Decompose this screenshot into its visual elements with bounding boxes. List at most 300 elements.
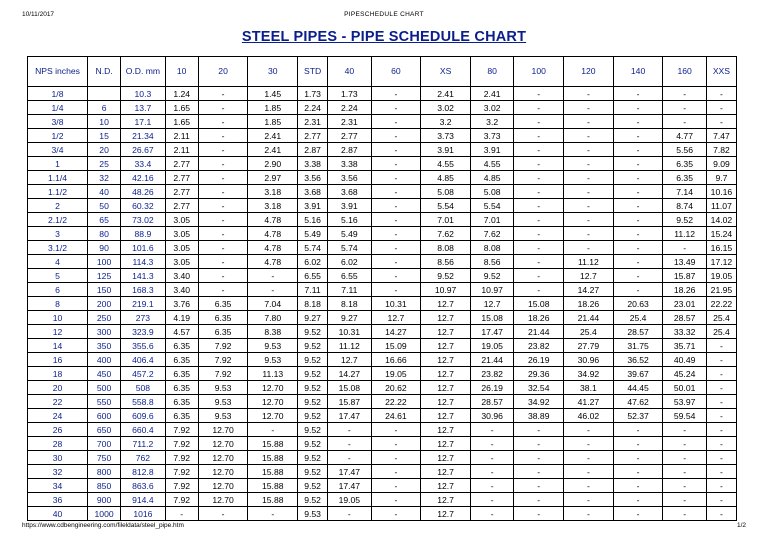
table-cell: - — [328, 451, 371, 465]
table-cell: 5 — [28, 269, 88, 283]
table-cell: 22 — [28, 395, 88, 409]
table-row — [28, 129, 737, 143]
table-cell: 9.52 — [470, 269, 513, 283]
table-cell: 15.08 — [328, 381, 371, 395]
table-cell: - — [564, 129, 614, 143]
table-cell: 38.89 — [514, 409, 564, 423]
table-cell: 7.01 — [470, 213, 513, 227]
table-cell: 4 — [28, 255, 88, 269]
table-cell: 3.38 — [328, 157, 371, 171]
table-cell: 42.16 — [121, 171, 166, 185]
table-cell: 73.02 — [121, 213, 166, 227]
table-cell: 12.7 — [421, 409, 471, 423]
table-cell: - — [514, 185, 564, 199]
table-cell: 7.92 — [165, 423, 198, 437]
table-cell: - — [371, 465, 421, 479]
table-cell: 3.91 — [421, 143, 471, 157]
table-row — [28, 353, 737, 367]
table-cell: 2.77 — [165, 185, 198, 199]
table-cell: 12.7 — [421, 325, 471, 339]
table-cell: 13.49 — [663, 255, 706, 269]
header-od: O.D. mm — [121, 57, 166, 87]
table-row — [28, 437, 737, 451]
table-cell: 88.9 — [121, 227, 166, 241]
table-cell: 4.78 — [248, 213, 298, 227]
table-cell: 273 — [121, 311, 166, 325]
table-cell: 12.7 — [421, 297, 471, 311]
table-cell: - — [371, 437, 421, 451]
table-cell: 2.87 — [298, 143, 328, 157]
table-cell: 7.92 — [198, 367, 248, 381]
table-cell: 6.35 — [165, 339, 198, 353]
print-date: 10/11/2017 — [22, 11, 55, 18]
table-cell: 22.22 — [371, 395, 421, 409]
table-cell: 7.92 — [165, 479, 198, 493]
table-cell: - — [564, 451, 614, 465]
table-cell: 12.7 — [421, 493, 471, 507]
table-cell: 4.55 — [421, 157, 471, 171]
table-row — [28, 395, 737, 409]
table-cell: 3.91 — [470, 143, 513, 157]
table-cell: 508 — [121, 381, 166, 395]
table-cell: 21.34 — [121, 129, 166, 143]
table-cell: - — [564, 157, 614, 171]
table-cell: 711.2 — [121, 437, 166, 451]
table-cell: 25.4 — [706, 325, 736, 339]
table-cell: 32 — [88, 171, 121, 185]
table-cell: 11.12 — [663, 227, 706, 241]
table-cell: 10.31 — [328, 325, 371, 339]
table-cell: 60.32 — [121, 199, 166, 213]
table-cell: 2.77 — [298, 129, 328, 143]
table-cell: - — [564, 115, 614, 129]
table-cell: 4.19 — [165, 311, 198, 325]
table-cell: 7.82 — [706, 143, 736, 157]
table-cell: - — [706, 507, 736, 521]
table-cell: 6.02 — [298, 255, 328, 269]
table-cell: 4.78 — [248, 255, 298, 269]
table-cell: 34 — [28, 479, 88, 493]
table-cell: 50.01 — [663, 381, 706, 395]
table-cell: 19.05 — [470, 339, 513, 353]
table-cell: 5.49 — [328, 227, 371, 241]
footer-url: https://www.cdbengineering.com/fileldata/steel_pipe.htm — [22, 522, 184, 529]
table-cell: 3.73 — [421, 129, 471, 143]
table-cell: - — [198, 227, 248, 241]
table-cell: - — [371, 423, 421, 437]
table-cell: 1 — [28, 157, 88, 171]
table-cell: 12.70 — [198, 493, 248, 507]
table-cell: 12.7 — [421, 381, 471, 395]
table-cell: 9.52 — [298, 423, 328, 437]
header-nps: NPS inches — [28, 57, 88, 87]
table-cell: - — [706, 367, 736, 381]
table-cell: 21.44 — [564, 311, 614, 325]
table-row — [28, 101, 737, 115]
table-cell: 15.88 — [248, 465, 298, 479]
table-cell: 9.53 — [198, 381, 248, 395]
table-cell: 28.57 — [613, 325, 663, 339]
table-cell: 2.41 — [248, 143, 298, 157]
table-cell: 12.7 — [470, 297, 513, 311]
table-cell: 12.70 — [248, 381, 298, 395]
table-cell: 168.3 — [121, 283, 166, 297]
table-row — [28, 297, 737, 311]
table-cell: - — [613, 283, 663, 297]
table-cell: - — [198, 507, 248, 521]
table-cell: 25.4 — [613, 311, 663, 325]
table-cell: - — [706, 493, 736, 507]
table-cell: 9.52 — [298, 465, 328, 479]
table-cell: 17.1 — [121, 115, 166, 129]
table-cell: 8.38 — [248, 325, 298, 339]
table-cell: 14.27 — [371, 325, 421, 339]
table-cell: - — [613, 185, 663, 199]
table-cell: - — [706, 395, 736, 409]
table-cell: 3.56 — [328, 171, 371, 185]
table-cell — [88, 87, 121, 101]
table-cell: 26.19 — [470, 381, 513, 395]
table-cell: 5.54 — [421, 199, 471, 213]
table-cell: - — [514, 255, 564, 269]
table-cell: 1016 — [121, 507, 166, 521]
table-cell: 558.8 — [121, 395, 166, 409]
table-cell: 7.11 — [298, 283, 328, 297]
table-cell: 350 — [88, 339, 121, 353]
table-cell: - — [371, 87, 421, 101]
table-cell: 35.71 — [663, 339, 706, 353]
table-cell: - — [613, 255, 663, 269]
table-row — [28, 381, 737, 395]
table-cell: 15.24 — [706, 227, 736, 241]
table-cell: 15.88 — [248, 451, 298, 465]
table-cell: - — [514, 283, 564, 297]
table-cell: 12.7 — [328, 353, 371, 367]
table-cell: - — [706, 381, 736, 395]
table-cell: 3.02 — [470, 101, 513, 115]
table-cell: - — [248, 283, 298, 297]
table-cell: 12.7 — [421, 507, 471, 521]
table-cell: 15.88 — [248, 479, 298, 493]
table-cell: - — [371, 227, 421, 241]
table-cell: - — [514, 465, 564, 479]
table-cell: 3/8 — [28, 115, 88, 129]
table-cell: 1.45 — [248, 87, 298, 101]
table-cell: 12.7 — [421, 465, 471, 479]
table-row — [28, 143, 737, 157]
table-cell: 3.05 — [165, 241, 198, 255]
table-cell: - — [613, 129, 663, 143]
table-row — [28, 87, 737, 101]
table-cell: 550 — [88, 395, 121, 409]
table-cell: 1.1/4 — [28, 171, 88, 185]
table-cell: 47.62 — [613, 395, 663, 409]
header-sch-40: 40 — [328, 57, 371, 87]
table-cell: 3.40 — [165, 269, 198, 283]
table-row — [28, 465, 737, 479]
table-cell: - — [613, 507, 663, 521]
table-cell: 11.07 — [706, 199, 736, 213]
table-cell: - — [514, 101, 564, 115]
table-cell: 40.49 — [663, 353, 706, 367]
table-cell: 7.92 — [165, 493, 198, 507]
table-cell: 2.77 — [165, 199, 198, 213]
table-cell: 15.88 — [248, 493, 298, 507]
table-cell: 660.4 — [121, 423, 166, 437]
table-cell: - — [613, 87, 663, 101]
table-cell: 650 — [88, 423, 121, 437]
table-cell: 300 — [88, 325, 121, 339]
table-cell: 5.49 — [298, 227, 328, 241]
table-cell: 7.92 — [198, 353, 248, 367]
table-cell: 9.52 — [298, 451, 328, 465]
table-cell: - — [514, 493, 564, 507]
table-cell: 3.2 — [421, 115, 471, 129]
table-cell: - — [371, 451, 421, 465]
table-cell: 125 — [88, 269, 121, 283]
table-cell: 450 — [88, 367, 121, 381]
table-cell: - — [564, 493, 614, 507]
table-cell: 28.57 — [663, 311, 706, 325]
table-header-row — [28, 57, 737, 87]
table-cell: 25.4 — [564, 325, 614, 339]
table-cell: - — [198, 255, 248, 269]
table-cell: 10.97 — [470, 283, 513, 297]
header-std: STD — [298, 57, 328, 87]
table-cell: - — [371, 507, 421, 521]
table-cell: - — [613, 479, 663, 493]
table-cell: 3.02 — [421, 101, 471, 115]
table-cell: 48.26 — [121, 185, 166, 199]
table-cell: 36 — [28, 493, 88, 507]
table-cell: 1.85 — [248, 115, 298, 129]
table-cell: 11.12 — [328, 339, 371, 353]
table-cell: 8 — [28, 297, 88, 311]
table-cell: - — [663, 479, 706, 493]
table-cell: - — [198, 115, 248, 129]
table-cell: 355.6 — [121, 339, 166, 353]
table-cell: 7.11 — [328, 283, 371, 297]
table-cell: 2.90 — [248, 157, 298, 171]
table-cell: 700 — [88, 437, 121, 451]
table-cell: 3.68 — [328, 185, 371, 199]
table-cell: 40 — [88, 185, 121, 199]
table-cell: - — [706, 451, 736, 465]
table-cell: - — [198, 199, 248, 213]
table-cell: 200 — [88, 297, 121, 311]
header-sch-100: 100 — [514, 57, 564, 87]
table-cell: 23.82 — [514, 339, 564, 353]
table-cell: 45.24 — [663, 367, 706, 381]
table-cell: 900 — [88, 493, 121, 507]
table-cell: 8.56 — [421, 255, 471, 269]
table-cell: - — [706, 465, 736, 479]
table-cell: - — [613, 157, 663, 171]
table-cell: - — [564, 101, 614, 115]
table-cell: - — [564, 227, 614, 241]
table-cell: 2.11 — [165, 143, 198, 157]
table-cell: 4.78 — [248, 241, 298, 255]
table-cell: 9.52 — [663, 213, 706, 227]
table-cell: 9.52 — [298, 367, 328, 381]
table-cell: 4.77 — [663, 129, 706, 143]
table-cell: 12.7 — [421, 339, 471, 353]
table-cell: 3.1/2 — [28, 241, 88, 255]
table-cell: - — [371, 129, 421, 143]
table-cell: 8.08 — [421, 241, 471, 255]
header-sch-160: 160 — [663, 57, 706, 87]
table-cell: 4.55 — [470, 157, 513, 171]
table-cell: 3 — [28, 227, 88, 241]
table-cell: - — [514, 423, 564, 437]
table-cell: 34.92 — [564, 367, 614, 381]
table-cell: - — [663, 87, 706, 101]
table-cell: 36.52 — [613, 353, 663, 367]
table-cell: - — [514, 213, 564, 227]
table-cell: 16 — [28, 353, 88, 367]
table-cell: - — [706, 101, 736, 115]
table-cell: 3.38 — [298, 157, 328, 171]
table-cell: - — [564, 437, 614, 451]
table-cell: 3.2 — [470, 115, 513, 129]
table-cell: 12.7 — [371, 311, 421, 325]
table-cell: - — [470, 437, 513, 451]
table-cell: 16.15 — [706, 241, 736, 255]
table-cell: 12.7 — [421, 367, 471, 381]
table-cell: 6.35 — [165, 367, 198, 381]
table-cell: 30.96 — [564, 353, 614, 367]
table-cell: 3.18 — [248, 199, 298, 213]
table-cell: 19.05 — [371, 367, 421, 381]
table-cell: 101.6 — [121, 241, 166, 255]
table-cell: 23.01 — [663, 297, 706, 311]
table-cell: - — [371, 493, 421, 507]
table-cell: 15.08 — [514, 297, 564, 311]
table-cell: - — [198, 101, 248, 115]
table-cell: - — [706, 339, 736, 353]
table-cell: - — [663, 465, 706, 479]
table-cell: - — [613, 493, 663, 507]
header-sch-140: 140 — [613, 57, 663, 87]
table-cell: - — [663, 241, 706, 255]
table-cell: 2.1/2 — [28, 213, 88, 227]
table-cell: 3.05 — [165, 255, 198, 269]
table-cell: 38.1 — [564, 381, 614, 395]
table-cell: - — [706, 437, 736, 451]
table-cell: 53.97 — [663, 395, 706, 409]
table-cell: 90 — [88, 241, 121, 255]
table-cell: - — [514, 199, 564, 213]
table-cell: 5.54 — [470, 199, 513, 213]
table-cell: 1.24 — [165, 87, 198, 101]
table-cell: 46.02 — [564, 409, 614, 423]
header-nd: N.D. — [88, 57, 121, 87]
table-cell: 5.74 — [298, 241, 328, 255]
table-cell: 4.85 — [470, 171, 513, 185]
table-cell: 12.7 — [564, 269, 614, 283]
table-cell: 400 — [88, 353, 121, 367]
table-cell: - — [470, 479, 513, 493]
table-row — [28, 283, 737, 297]
table-cell: 13.7 — [121, 101, 166, 115]
table-cell: - — [514, 143, 564, 157]
table-cell: 7.62 — [421, 227, 471, 241]
table-cell: 29.36 — [514, 367, 564, 381]
table-cell: 9.53 — [248, 339, 298, 353]
table-cell: - — [514, 241, 564, 255]
table-row — [28, 227, 737, 241]
table-cell: 762 — [121, 451, 166, 465]
table-row — [28, 479, 737, 493]
table-cell: 1/2 — [28, 129, 88, 143]
table-cell: 28.57 — [470, 395, 513, 409]
table-cell: 2.41 — [470, 87, 513, 101]
table-cell: - — [198, 241, 248, 255]
table-cell: 850 — [88, 479, 121, 493]
table-cell: - — [564, 213, 614, 227]
table-cell: 7.92 — [198, 339, 248, 353]
table-cell: 33.32 — [663, 325, 706, 339]
table-cell: 9.27 — [298, 311, 328, 325]
table-cell: 26 — [28, 423, 88, 437]
table-cell: 7.62 — [470, 227, 513, 241]
table-cell: 10 — [28, 311, 88, 325]
header-sch-20: 20 — [198, 57, 248, 87]
table-cell: 18.26 — [514, 311, 564, 325]
table-row — [28, 157, 737, 171]
page-number: 1/2 — [736, 522, 746, 529]
table-cell: - — [371, 269, 421, 283]
table-cell: 1.85 — [248, 101, 298, 115]
table-cell: - — [564, 143, 614, 157]
table-cell: 9.53 — [298, 507, 328, 521]
table-cell: 9.53 — [248, 353, 298, 367]
table-cell: 1.65 — [165, 101, 198, 115]
table-cell: 3.40 — [165, 283, 198, 297]
table-cell: 812.8 — [121, 465, 166, 479]
table-cell: 12.70 — [248, 409, 298, 423]
table-cell: 12.7 — [421, 451, 471, 465]
table-cell: 20 — [28, 381, 88, 395]
table-cell: 1.1/2 — [28, 185, 88, 199]
table-cell: 141.3 — [121, 269, 166, 283]
table-cell: 10.3 — [121, 87, 166, 101]
table-cell: 6 — [88, 101, 121, 115]
table-cell: 2.41 — [248, 129, 298, 143]
table-row — [28, 171, 737, 185]
table-cell: - — [198, 283, 248, 297]
table-row — [28, 493, 737, 507]
table-cell: - — [514, 87, 564, 101]
table-cell: 16.66 — [371, 353, 421, 367]
table-cell: - — [663, 437, 706, 451]
table-cell: 500 — [88, 381, 121, 395]
table-cell: - — [663, 115, 706, 129]
table-cell: - — [663, 451, 706, 465]
table-cell: 40 — [28, 507, 88, 521]
table-cell: - — [371, 157, 421, 171]
table-cell: 3/4 — [28, 143, 88, 157]
table-cell: - — [470, 465, 513, 479]
table-cell: - — [371, 143, 421, 157]
table-cell: 14.27 — [564, 283, 614, 297]
table-cell: 6.02 — [328, 255, 371, 269]
table-cell: 3.56 — [298, 171, 328, 185]
table-cell: - — [613, 227, 663, 241]
table-cell: - — [613, 213, 663, 227]
table-cell: 914.4 — [121, 493, 166, 507]
table-cell: 8.56 — [470, 255, 513, 269]
